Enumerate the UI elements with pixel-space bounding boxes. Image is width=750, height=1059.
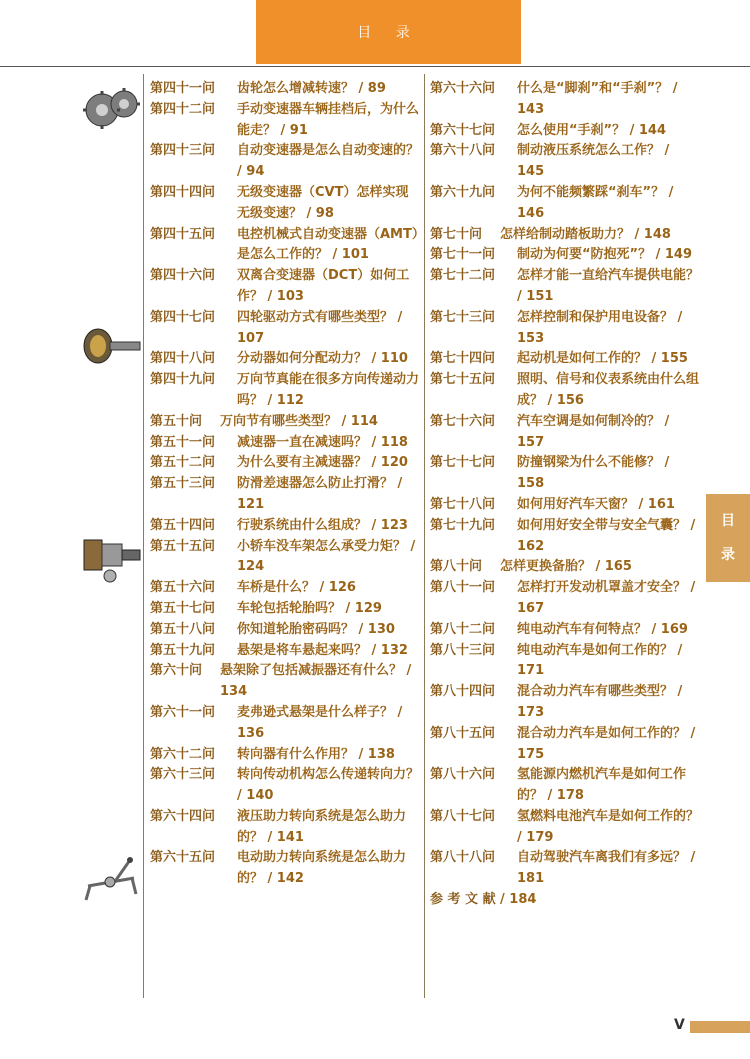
toc-entry-title: 怎样给制动踏板助力？ / 148 — [500, 226, 671, 242]
toc-entry[interactable] — [430, 578, 700, 620]
toc-entry[interactable] — [430, 890, 700, 911]
toc-entry[interactable] — [430, 141, 700, 183]
toc-entry[interactable] — [430, 266, 700, 308]
toc-entry[interactable] — [430, 807, 700, 849]
toc-entry[interactable] — [150, 433, 420, 454]
toc-entry-number: 第四十八问 — [150, 351, 216, 367]
toc-entry[interactable] — [150, 474, 420, 516]
toc-entry-number: 第五十问 — [150, 413, 203, 429]
toc-entry-title: 制动为何要“防抱死”？ / 149 — [517, 247, 693, 263]
toc-entry-title: 如何用好汽车天窗？ / 161 — [517, 496, 675, 512]
toc-entry[interactable] — [150, 225, 420, 267]
toc-entry[interactable] — [430, 495, 700, 516]
toc-entry-number: 第五十二问 — [150, 455, 216, 471]
toc-entry-number: 第六十问 — [150, 663, 203, 679]
toc-entry-number: 第八十问 — [430, 559, 483, 575]
toc-entry-number: 第六十四问 — [150, 808, 216, 824]
toc-entry-title: 制动液压系统怎么工作？ / 145 — [517, 143, 670, 180]
toc-entry-number: 第七十二问 — [430, 268, 496, 284]
toc-entry[interactable] — [150, 412, 420, 433]
toc-entry[interactable] — [430, 516, 700, 558]
toc-entry-number: 第五十八问 — [150, 621, 216, 637]
toc-entry-number: 第五十一问 — [150, 434, 216, 450]
toc-left-column — [150, 79, 420, 890]
toc-entry[interactable] — [150, 641, 420, 662]
toc-entry-title: / 184 — [500, 892, 537, 908]
toc-entry-number: 第四十二问 — [150, 101, 216, 117]
toc-entry-title: 麦弗逊式悬架是什么样子？ / 136 — [237, 704, 403, 741]
toc-entry[interactable] — [430, 682, 700, 724]
toc-entry-title: 双离合变速器（DCT）如何工作？ / 103 — [237, 268, 410, 304]
toc-entry-number: 第五十六问 — [150, 580, 216, 596]
center-column-rule — [424, 74, 425, 998]
left-column-rule — [143, 74, 144, 998]
toc-entry[interactable] — [150, 308, 420, 350]
toc-entry[interactable] — [150, 848, 420, 890]
toc-entry-title: 四轮驱动方式有哪些类型？ / 107 — [237, 309, 403, 346]
toc-entry[interactable] — [430, 412, 700, 454]
toc-entry-number: 参 考 文 献 — [430, 892, 496, 908]
toc-entry-title: 汽车空调是如何制冷的？ / 157 — [517, 413, 670, 450]
toc-entry-title: 小轿车没车架怎么承受力矩？ / 124 — [237, 538, 416, 575]
toc-entry[interactable] — [430, 370, 700, 412]
toc-entry-title: 转向器有什么作用？ / 138 — [237, 746, 395, 762]
toc-entry[interactable] — [430, 765, 700, 807]
toc-entry-title: 混合动力汽车是如何工作的？ / 175 — [517, 725, 696, 762]
toc-entry[interactable] — [430, 245, 700, 266]
toc-entry-title: 纯电动汽车有何特点？ / 169 — [517, 621, 688, 637]
toc-entry[interactable] — [150, 703, 420, 745]
toc-entry-title: 无级变速器（CVT）怎样实现无级变速？ / 98 — [237, 184, 409, 221]
toc-entry-number: 第八十四问 — [430, 684, 496, 700]
toc-entry[interactable] — [430, 121, 700, 142]
toc-entry-number: 第七十八问 — [430, 496, 496, 512]
toc-entry-title: 行驶系统由什么组成？ / 123 — [237, 517, 408, 533]
toc-entry-number: 第五十九问 — [150, 642, 216, 658]
toc-entry-number: 第六十七问 — [430, 122, 496, 138]
toc-entry-title: 防撞钢梁为什么不能修？ / 158 — [517, 455, 670, 492]
toc-entry-number: 第五十五问 — [150, 538, 216, 554]
toc-entry-number: 第八十一问 — [430, 580, 496, 596]
toc-entry-title: 混合动力汽车有哪些类型？ / 173 — [517, 684, 683, 720]
toc-entry-number: 第八十五问 — [430, 725, 496, 741]
toc-entry-title: 自动驾驶汽车离我们有多远？ / 181 — [517, 850, 696, 887]
toc-entry[interactable] — [430, 79, 700, 121]
page-title: 目 录 — [357, 25, 420, 41]
toc-entry[interactable] — [150, 516, 420, 537]
toc-entry-title: 手动变速器车辆挂档后，为什么能走？ / 91 — [237, 101, 420, 138]
toc-entry-title: 万向节真能在很多方向传递动力吗？ / 112 — [237, 372, 420, 408]
toc-entry[interactable] — [430, 308, 700, 350]
header-rule — [0, 66, 750, 67]
toc-entry-title: 悬架除了包括减振器还有什么？ / 134 — [220, 663, 412, 700]
toc-entry-number: 第七十七问 — [430, 455, 496, 471]
gears-illustration-icon — [80, 86, 142, 132]
toc-entry-number: 第八十二问 — [430, 621, 496, 637]
toc-entry-number: 第五十四问 — [150, 517, 216, 533]
page-number-bar — [690, 1021, 750, 1033]
toc-entry[interactable] — [150, 266, 420, 308]
toc-entry-number: 第四十一问 — [150, 81, 216, 96]
toc-entry-title: 齿轮怎么增减转速？ / 89 — [237, 81, 386, 96]
toc-entry[interactable] — [430, 453, 700, 495]
toc-entry[interactable] — [430, 724, 700, 766]
toc-entry[interactable] — [150, 578, 420, 599]
toc-entry-title: 照明、信号和仪表系统由什么组成？ / 156 — [517, 372, 700, 408]
toc-entry-number: 第四十九问 — [150, 372, 216, 388]
toc-entry-number: 第六十五问 — [150, 850, 216, 866]
toc-entry-title: 悬架是将车悬起来吗？ / 132 — [237, 642, 408, 658]
toc-entry-title: 你知道轮胎密码吗？ / 130 — [237, 621, 395, 637]
toc-entry[interactable] — [430, 641, 700, 683]
toc-entry-number: 第六十三问 — [150, 767, 216, 783]
toc-entry-title: 什么是“脚刹”和“手刹”？ / 143 — [517, 81, 678, 117]
toc-entry-title: 纯电动汽车是如何工作的？ / 171 — [517, 642, 683, 679]
toc-entry-title: 液压助力转向系统是怎么助力的？ / 141 — [237, 808, 407, 845]
toc-entry[interactable] — [150, 599, 420, 620]
toc-entry[interactable] — [430, 557, 700, 578]
toc-entry[interactable] — [430, 225, 700, 246]
toc-entry-number: 第八十七问 — [430, 808, 496, 824]
toc-entry-number: 第四十七问 — [150, 309, 216, 325]
toc-entry-number: 第七十问 — [430, 226, 483, 242]
steering-linkage-illustration-icon — [80, 856, 142, 904]
differential-illustration-icon — [80, 530, 142, 584]
toc-entry[interactable] — [430, 620, 700, 641]
toc-entry-title: 万向节有哪些类型？ / 114 — [220, 413, 378, 429]
toc-entry[interactable] — [150, 79, 420, 100]
toc-entry-title: 为何不能频繁踩“刹车”？ / 146 — [517, 184, 674, 221]
toc-entry[interactable] — [150, 141, 420, 183]
toc-entry-title: 电动助力转向系统是怎么助力的？ / 142 — [237, 850, 407, 887]
toc-entry-number: 第八十三问 — [430, 642, 496, 658]
toc-entry-title: 分动器如何分配动力？ / 110 — [237, 351, 408, 367]
toc-entry[interactable] — [150, 349, 420, 370]
side-tab — [706, 494, 750, 582]
toc-entry-number: 第四十四问 — [150, 184, 216, 200]
toc-entry[interactable] — [150, 765, 420, 807]
toc-entry-number: 第六十九问 — [430, 184, 496, 200]
toc-entry-number: 第八十六问 — [430, 767, 496, 783]
toc-entry-title: 怎样控制和保护用电设备？ / 153 — [517, 309, 683, 346]
toc-entry-number: 第四十六问 — [150, 268, 216, 284]
toc-entry-number: 第六十八问 — [430, 143, 496, 159]
toc-entry-title: 怎么使用“手刹”？ / 144 — [517, 122, 667, 138]
toc-entry[interactable] — [150, 537, 420, 579]
toc-right-column — [430, 79, 700, 911]
toc-entry-title: 怎样打开发动机罩盖才安全？ / 167 — [517, 580, 696, 616]
toc-entry-number: 第七十五问 — [430, 372, 496, 388]
toc-entry-title: 减速器一直在减速吗？ / 118 — [237, 434, 408, 450]
toc-entry-number: 第四十五问 — [150, 226, 216, 242]
toc-entry-number: 第五十三问 — [150, 476, 216, 492]
toc-entry-title: 防滑差速器怎么防止打滑？ / 121 — [237, 476, 403, 512]
toc-entry[interactable] — [150, 453, 420, 474]
toc-entry-title: 起动机是如何工作的？ / 155 — [517, 351, 688, 367]
toc-entry-number: 第七十三问 — [430, 309, 496, 325]
toc-entry-title: 为什么要有主减速器？ / 120 — [237, 455, 408, 471]
toc-entry[interactable] — [150, 745, 420, 766]
toc-entry-number: 第七十九问 — [430, 517, 496, 533]
toc-entry-number: 第七十六问 — [430, 413, 496, 429]
toc-entry-number: 第四十三问 — [150, 143, 216, 159]
toc-entry-title: 氢燃料电池汽车是如何工作的？ / 179 — [517, 808, 700, 845]
toc-entry-number: 第六十六问 — [430, 81, 496, 96]
toc-entry-title: 如何用好安全带与安全气囊？ / 162 — [517, 517, 696, 554]
toc-entry[interactable] — [430, 848, 700, 890]
header-tab — [256, 0, 521, 64]
side-tab-char-2: 录 — [721, 547, 735, 563]
toc-entry-number: 第六十二问 — [150, 746, 216, 762]
toc-entry[interactable] — [150, 661, 420, 703]
toc-entry[interactable] — [150, 807, 420, 849]
side-tab-char-1: 目 — [721, 513, 735, 529]
toc-entry[interactable] — [430, 183, 700, 225]
toc-entry-number: 第七十一问 — [430, 247, 496, 263]
toc-entry[interactable] — [430, 349, 700, 370]
toc-entry-title: 车轮包括轮胎吗？ / 129 — [237, 600, 382, 616]
toc-entry[interactable] — [150, 100, 420, 142]
cv-joint-illustration-icon — [80, 326, 142, 366]
toc-entry-number: 第五十七问 — [150, 600, 216, 616]
toc-entry-title: 车桥是什么？ / 126 — [237, 580, 356, 596]
toc-entry-title: 电控机械式自动变速器（AMT）是怎么工作的？ / 101 — [237, 226, 419, 263]
toc-entry[interactable] — [150, 370, 420, 412]
toc-entry-number: 第八十八问 — [430, 850, 496, 866]
toc-entry-title: 怎样更换备胎？ / 165 — [500, 559, 632, 575]
toc-entry[interactable] — [150, 620, 420, 641]
page-number: V — [674, 1017, 685, 1033]
toc-entry-title: 自动变速器是怎么自动变速的？ / 94 — [237, 143, 420, 180]
toc-entry-title: 氢能源内燃机汽车是如何工作的？ / 178 — [517, 767, 687, 804]
toc-entry-number: 第七十四问 — [430, 351, 496, 367]
toc-entry-number: 第六十一问 — [150, 704, 216, 720]
toc-entry-title: 转向传动机构怎么传递转向力？ / 140 — [237, 767, 420, 804]
toc-entry-title: 怎样才能一直给汽车提供电能？ / 151 — [517, 268, 700, 304]
toc-entry[interactable] — [150, 183, 420, 225]
